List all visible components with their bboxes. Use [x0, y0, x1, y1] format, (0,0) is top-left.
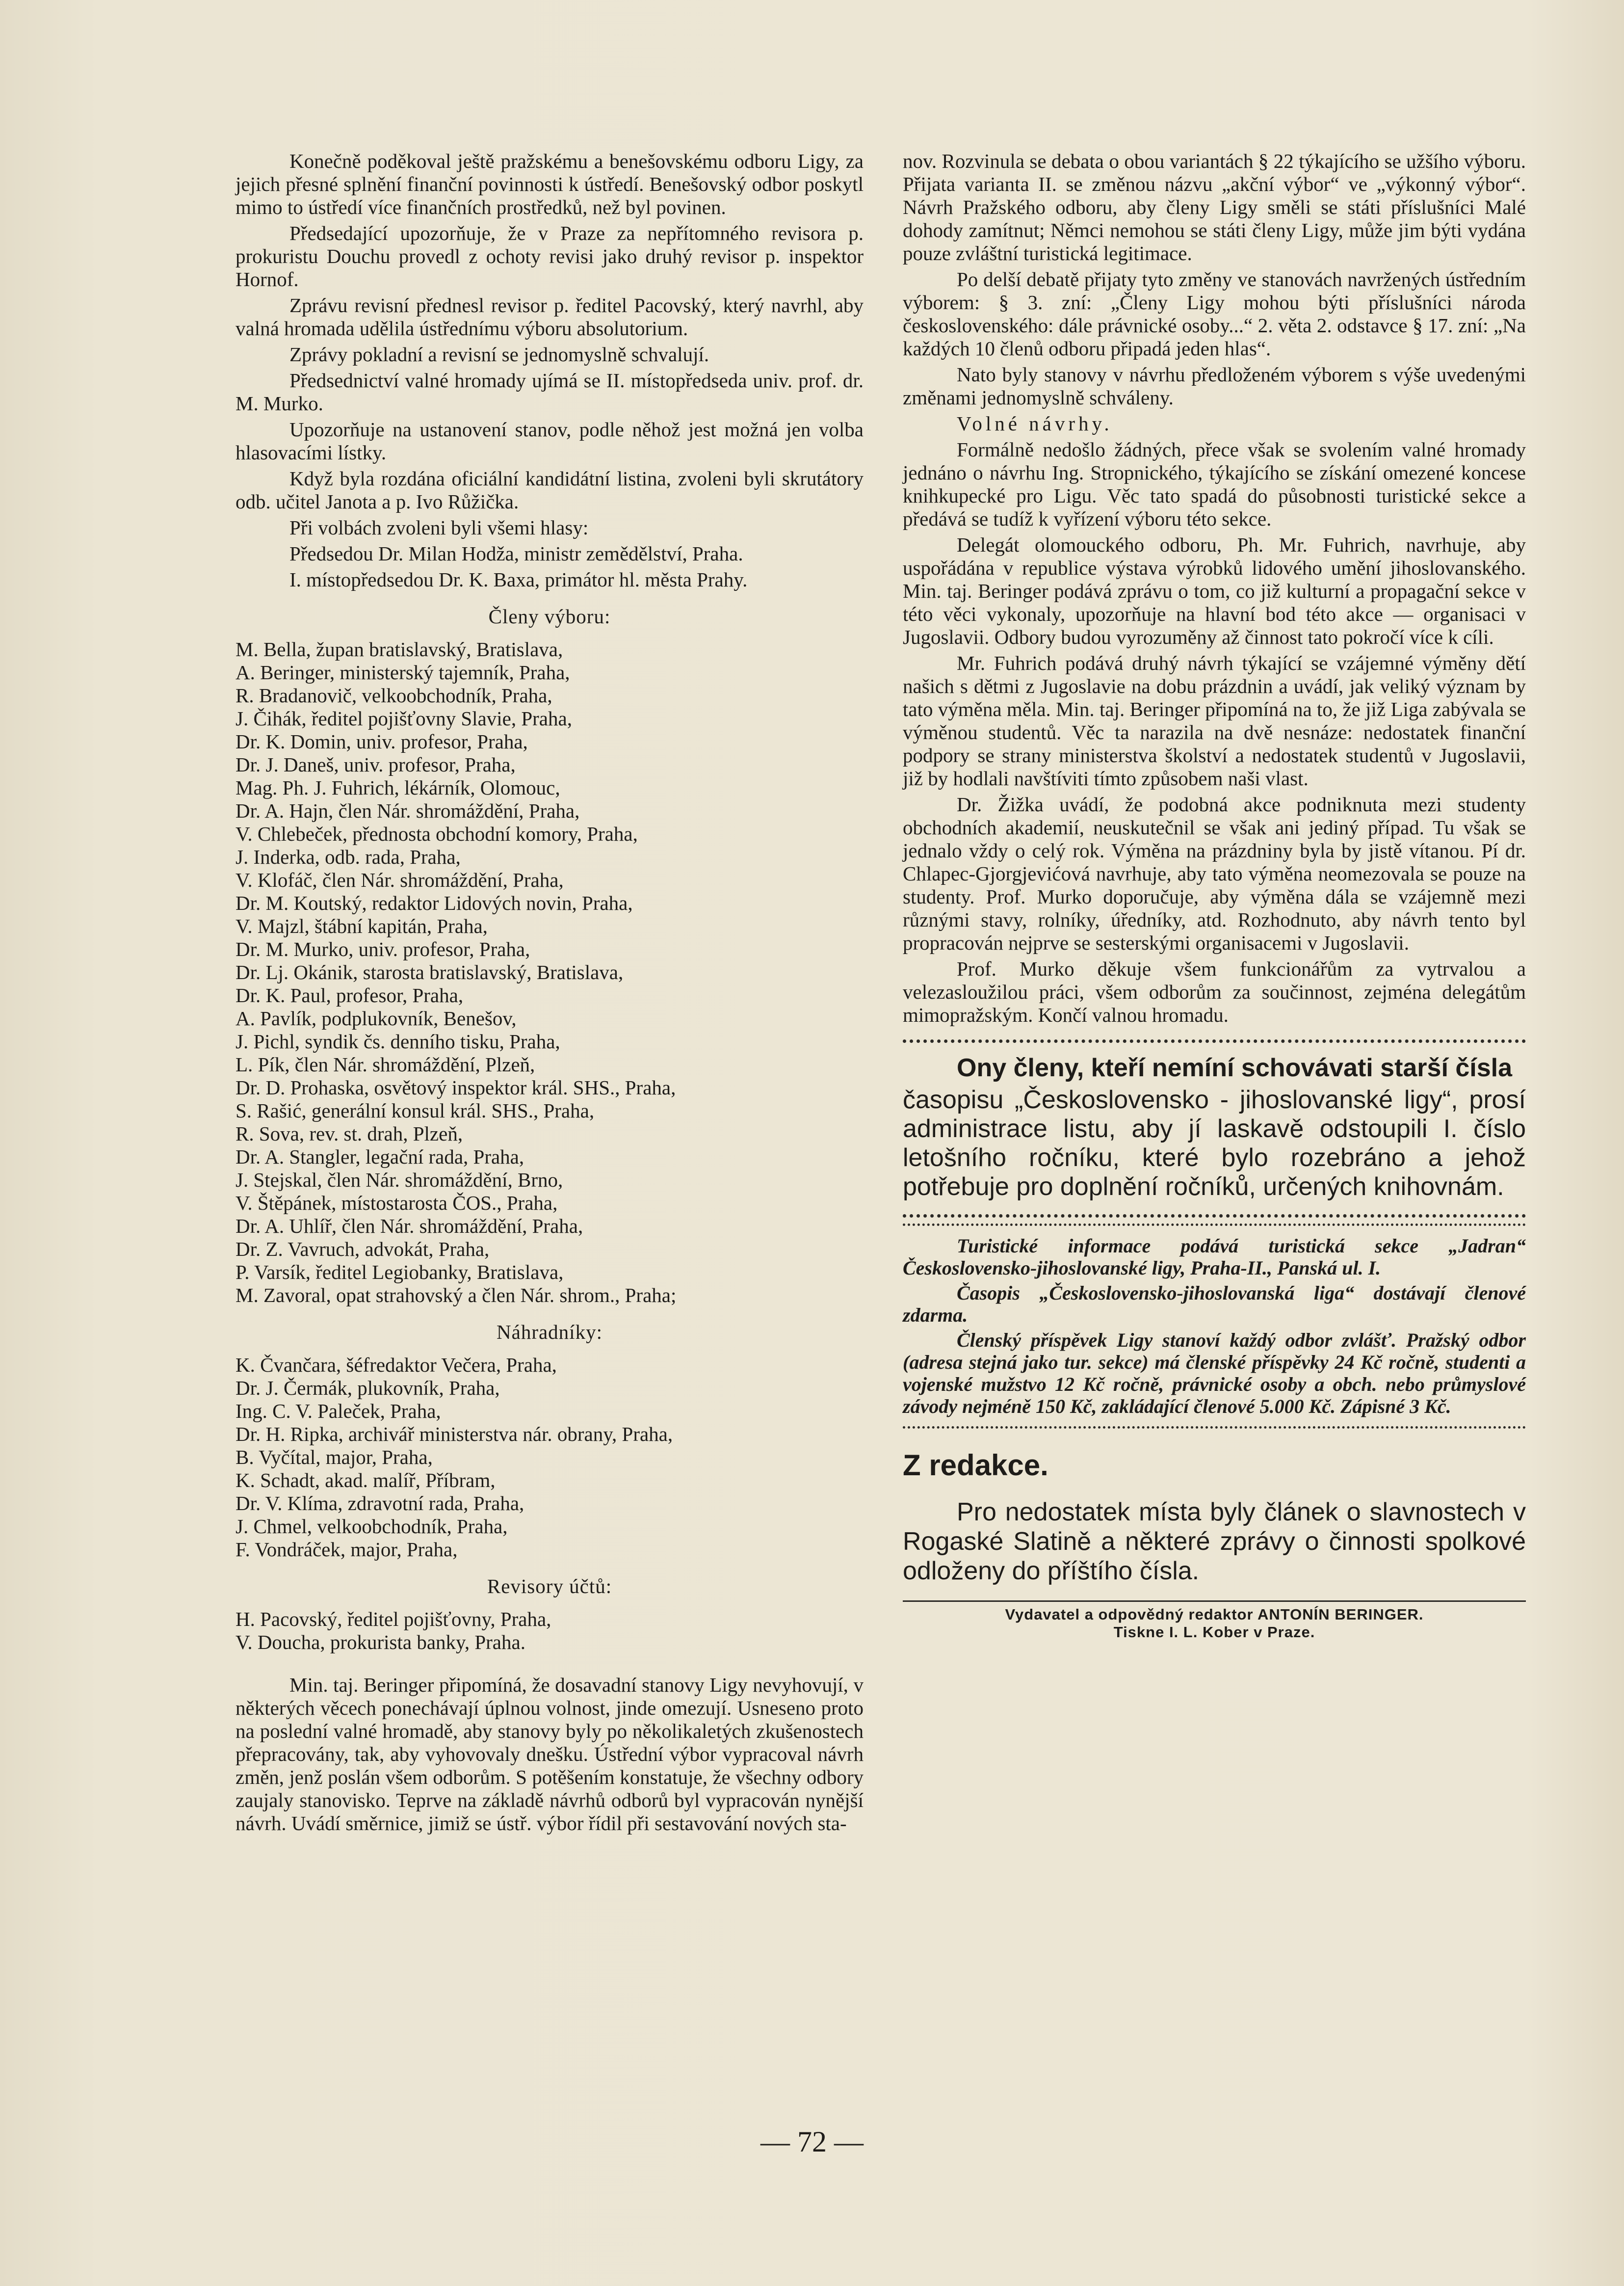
list-item: Ing. C. V. Paleček, Praha, [236, 1400, 441, 1422]
list-item: Dr. K. Domin, univ. profesor, Praha, [236, 730, 528, 753]
paragraph: Dr. Žižka uvádí, že podobná akce podniknuta mezi studenty obchodních akademií, neuskutečnil se však ani jediný případ. Tu však se jednalo vždy o celý rok. Výměna na prázdniny byla by jistě vítanou. Pí dr. Chlapec-Gjorgjevićová navrhuje, aby tato výměna neomezovala se pouze na studenty. Prof. Murko doporučuje, aby výměna dála se vzájemně mezi různými stavy, rolníky, úředníky, atd. Rozhodnuto, aby návrh tento byl propracován nejprve se sesterskými organisacemi v Jugoslavii. [903, 793, 1526, 954]
list-item: V. Doucha, prokurista banky, Praha. [236, 1631, 525, 1653]
paragraph: Mr. Fuhrich podává druhý návrh týkající se vzájemné výměny dětí našich s dětmi z Jugoslavie na dobu prázdnin a uvádí, jak veliký význam by tato výměna měla. Min. taj. Beringer připomíná na to, že již Liga zabývala se výměnou studentů. Věc ta narazila na dvě nesnáze: nedostatek finanční podpory se strany ministerstva školství a nedostatek studentů v Jugoslavii, již by hodlali navštíviti tímto způsobem naši vlast. [903, 652, 1526, 790]
paragraph: Zprávy pokladní a revisní se jednomyslně schvalují. [289, 343, 709, 366]
paragraph: Formálně nedošlo žádných, přece však se svolením valné hromady jednáno o návrhu Ing. Stropnického, týkajícího se získání omezené koncese knihkupecké pro Ligu. Věc tato spadá do působnosti turistické sekce a předává se tudíž k vyřízení výboru této sekce. [903, 438, 1526, 530]
list-item: Dr. J. Daneš, univ. profesor, Praha, [236, 753, 516, 776]
list-item: M. Zavoral, opat strahovský a člen Nár. shrom., Praha; [236, 1284, 677, 1306]
committee-list [236, 638, 864, 1307]
imprint-publisher: Vydavatel a odpovědný redaktor ANTONÍN BERINGER. [1005, 1606, 1424, 1623]
list-item: Dr. J. Čermák, plukovník, Praha, [236, 1377, 500, 1399]
paragraph: Po delší debatě přijaty tyto změny ve stanovách navržených ústředním výborem: § 3. zní: „Členy Ligy mohou býti příslušníci národa československého: dále právnické osoby...“ 2. věta 2. odstavce § 17. zní: „Na každých 10 členů odboru připadá jeden hlas“. [903, 268, 1526, 360]
divider [903, 1600, 1526, 1602]
dotted-divider [903, 1214, 1526, 1218]
list-item: Dr. H. Ripka, archivář ministerstva nár. obrany, Praha, [236, 1423, 673, 1445]
left-column [236, 150, 864, 1838]
editorial-text: Pro nedostatek místa byly článek o slavnostech v Rogaské Slatině a některé zprávy o činnosti spolkové odloženy do příštího čísla. [903, 1498, 1526, 1585]
list-item: Dr. V. Klíma, zdravotní rada, Praha, [236, 1492, 524, 1515]
paragraph: Když byla rozdána oficiální kandidátní listina, zvoleni byli skrutátory odb. učitel Janota a p. Ivo Růžička. [236, 467, 864, 513]
list-item: S. Rašić, generální konsul král. SHS., Praha, [236, 1099, 595, 1122]
list-item: V. Klofáč, člen Nár. shromáždění, Praha, [236, 869, 564, 891]
list-item: Dr. D. Prohaska, osvětový inspektor král. SHS., Praha, [236, 1076, 676, 1099]
list-item: Dr. M. Koutský, redaktor Lidových novin, Praha, [236, 892, 633, 914]
list-item: Dr. K. Paul, profesor, Praha, [236, 984, 464, 1007]
list-item: H. Pacovský, ředitel pojišťovny, Praha, [236, 1608, 551, 1630]
auditors-heading: Revisory účtů: [487, 1575, 612, 1597]
committee-heading: Členy výboru: [488, 605, 611, 628]
list-item: J. Pichl, syndik čs. denního tisku, Praha, [236, 1030, 560, 1053]
page-number: — 72 — [760, 2126, 864, 2158]
notice-box [903, 1054, 1526, 1083]
dotted-divider [903, 1223, 1526, 1226]
info-paragraph: Turistické informace podává turistická sekce „Jadran“ Československo-jihoslovanské ligy, Praha-II., Panská ul. I. [903, 1235, 1526, 1279]
list-item: Dr. A. Hajn, člen Nár. shromáždění, Praha, [236, 799, 580, 822]
notice-text: časopisu „Československo - jihoslovanské ligy“, prosí administrace listu, aby jí laskavě odstoupili I. číslo letošního ročníku, které bylo rozebráno a jehož potřebuje pro doplnění ročníků, určených knihovnám. [903, 1086, 1526, 1201]
paragraph: Zprávu revisní přednesl revisor p. ředitel Pacovský, který navrhl, aby valná hromada udělila ústřednímu výboru absolutorium. [236, 294, 864, 340]
list-item: A. Beringer, ministerský tajemník, Praha, [236, 661, 570, 684]
paragraph: Předsedou Dr. Milan Hodža, ministr zemědělství, Praha. [289, 542, 743, 565]
paragraph: Prof. Murko děkuje všem funkcionářům za vytrvalou a velezasloužilou práci, všem odborům za součinnost, zejména delegátům mimopražským. Končí valnou hromadu. [903, 957, 1526, 1026]
auditors-list [236, 1608, 864, 1654]
list-item: B. Vyčítal, major, Praha, [236, 1446, 433, 1468]
list-item: Dr. A. Stangler, legační rada, Praha, [236, 1145, 524, 1168]
list-item: P. Varsík, ředitel Legiobanky, Bratislava, [236, 1261, 564, 1283]
list-item: J. Chmel, velkoobchodník, Praha, [236, 1515, 508, 1538]
paragraph: Předsedající upozorňuje, že v Praze za nepřítomného revisora p. prokuristu Douchu provedl z ochoty revisi jako druhý revisor p. inspektor Hornof. [236, 222, 864, 291]
list-item: A. Pavlík, podplukovník, Benešov, [236, 1007, 517, 1030]
list-item: R. Sova, rev. st. drah, Plzeň, [236, 1122, 463, 1145]
list-item: J. Čihák, ředitel pojišťovny Slavie, Praha, [236, 707, 572, 730]
free-proposals-heading: Volné návrhy. [957, 412, 1113, 435]
paragraph: nov. Rozvinula se debata o obou variantách § 22 týkajícího se užšího výboru. Přijata varianta II. se změnou názvu „akční výbor“ ve „výkonný výbor“. Návrh Pražského odboru, aby členy Ligy směli se státi příslušníci Malé dohody zamítnut; Němci nemohou se státi členy Ligy, může jim býti vydána pouze zvláštní turistická legitimace. [903, 150, 1526, 265]
list-item: J. Inderka, odb. rada, Praha, [236, 846, 461, 868]
paragraph: Při volbách zvoleni byli všemi hlasy: [289, 516, 589, 539]
list-item: Dr. Lj. Okánik, starosta bratislavský, Bratislava, [236, 961, 624, 984]
info-paragraph: Členský příspěvek Ligy stanoví každý odbor zvlášť. Pražský odbor (adresa stejná jako tur. sekce) má členské příspěvky 24 Kč ročně, studenti a vojenské mužstvo 12 Kč ročně, právnické osoby a obch. nebo průmyslové závody nejméně 150 Kč, zakládající členové 5.000 Kč. Zápisné 3 Kč. [903, 1329, 1526, 1417]
list-item: J. Stejskal, člen Nár. shromáždění, Brno, [236, 1169, 563, 1191]
info-paragraph: Časopis „Československo-jihoslovanská liga“ dostávají členové zdarma. [903, 1282, 1526, 1326]
list-item: L. Pík, člen Nár. shromáždění, Plzeň, [236, 1053, 535, 1076]
list-item: V. Štěpánek, místostarosta ČOS., Praha, [236, 1192, 558, 1214]
paragraph: Min. taj. Beringer připomíná, že dosavadní stanovy Ligy nevyhovují, v některých věcech ponechávají úplnou volnost, jinde omezují. Usneseno proto na poslední valné hromadě, aby stanovy byly po několikaletých zkušenostech přepracovány, tak, aby vyhovovaly dnešku. Ústřední výbor vypracoval návrh změn, jenž poslán všem odborům. S potěšením konstatuje, že všechny odbory zaujaly stanovisko. Teprve na základě návrhů odborů byl vypracován nynější návrh. Uvádí směrnice, jimiž se ústř. výbor řídil při sestavování nových sta- [236, 1674, 864, 1834]
list-item: Dr. M. Murko, univ. profesor, Praha, [236, 938, 530, 960]
paragraph: Konečně poděkoval ještě pražskému a benešovskému odboru Ligy, za jejich přesné splnění finanční povinnosti k ústředí. Benešovský odbor poskytl mimo to ústředí více finančních prostředků, než byl povinen. [236, 150, 864, 218]
list-item: F. Vondráček, major, Praha, [236, 1538, 458, 1561]
substitutes-list [236, 1354, 864, 1561]
paragraph: Delegát olomouckého odboru, Ph. Mr. Fuhrich, navrhuje, aby uspořádána v republice výstava výrobků lidového umění jihoslovanského. Min. taj. Beringer podává zprávu o tom, co již kulturní a propagační sekce v této věci vykonaly, upozorňuje na hlavní bod této akce — organisaci v Jugoslavii. Odbory budou vyrozuměny až činnost tato pokročí více k cíli. [903, 533, 1526, 648]
imprint-printer: Tiskne I. L. Kober v Praze. [1113, 1623, 1315, 1641]
list-item: V. Chlebeček, přednosta obchodní komory, Praha, [236, 823, 638, 845]
list-item: M. Bella, župan bratislavský, Bratislava, [236, 638, 563, 661]
paragraph: I. místopředsedou Dr. K. Baxa, primátor hl. města Prahy. [289, 568, 748, 591]
list-item: R. Bradanovič, velkoobchodník, Praha, [236, 684, 552, 707]
notice-lead: Ony členy, kteří nemíní schovávati starší čísla [957, 1054, 1513, 1082]
list-item: Mag. Ph. J. Fuhrich, lékárník, Olomouc, [236, 776, 560, 799]
paragraph: Nato byly stanovy v návrhu předloženém výborem s výše uvedenými změnami jednomyslně schváleny. [903, 363, 1526, 409]
paragraph: Upozorňuje na ustanovení stanov, podle něhož jest možná jen volba hlasovacími lístky. [236, 418, 864, 464]
list-item: Dr. A. Uhlíř, člen Nár. shromáždění, Praha, [236, 1215, 583, 1237]
editorial-title: Z redakce. [903, 1449, 1048, 1482]
substitutes-heading: Náhradníky: [497, 1321, 602, 1343]
list-item: K. Čvančara, šéfredaktor Večera, Praha, [236, 1354, 557, 1376]
list-item: V. Majzl, štábní kapitán, Praha, [236, 915, 488, 937]
dotted-divider [903, 1426, 1526, 1429]
dotted-divider [903, 1039, 1526, 1043]
list-item: K. Schadt, akad. malíř, Příbram, [236, 1469, 496, 1491]
paragraph: Předsednictví valné hromady ujímá se II. místopředseda univ. prof. dr. M. Murko. [236, 369, 864, 415]
right-column [903, 150, 1526, 1641]
list-item: Dr. Z. Vavruch, advokát, Praha, [236, 1238, 490, 1260]
